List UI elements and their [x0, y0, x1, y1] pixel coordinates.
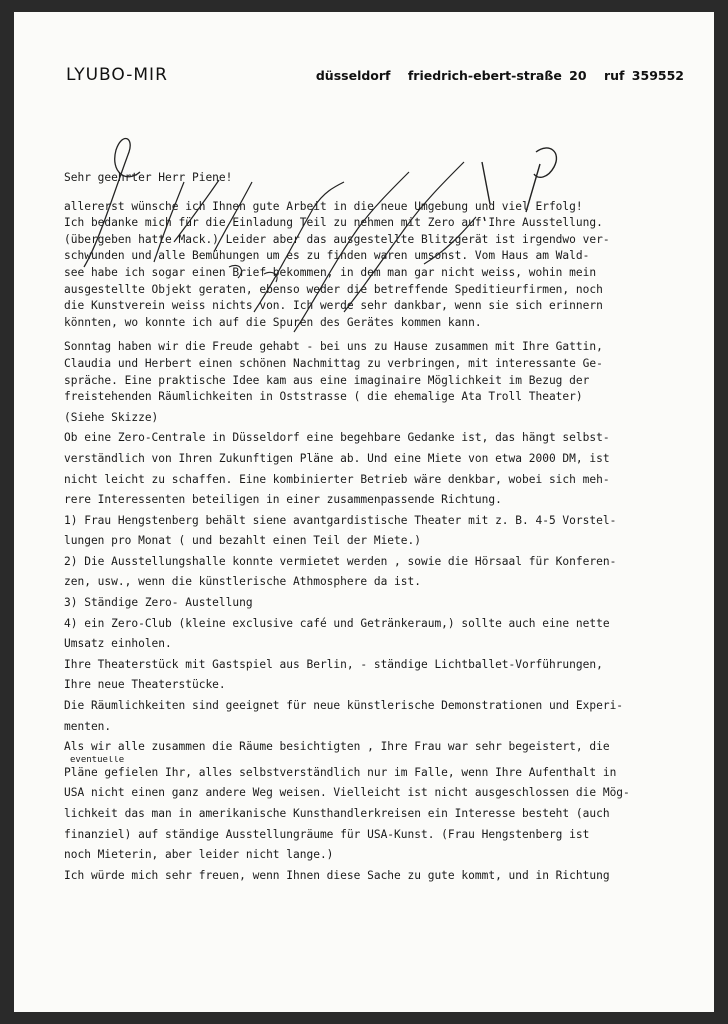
letter-line: 4) ein Zero-Club (kleine exclusive café und Getränkeraum,) sollte auch eine nette — [64, 616, 610, 630]
letter-line: schwunden und alle Bemühungen um es zu finden waren umsonst. Vom Haus am Wald- — [64, 249, 590, 263]
letter-line: 1) Frau Hengstenberg behält siene avantgardistische Theater mit z. B. 4-5 Vorstel- — [64, 513, 617, 527]
letter-line: (Siehe Skizze) — [64, 410, 159, 424]
letter-line: zen, usw., wenn die künstlerische Athmosphere da ist. — [64, 575, 421, 589]
letter-line: menten. — [64, 719, 112, 733]
letter-line: Ich bedanke mich für die Einladung Teil zu nehmen mit Zero auf Ihre Ausstellung. — [64, 216, 603, 230]
letter-line: spräche. Eine praktische Idee kam aus eine imaginaire Möglichkeit im Bezug der — [64, 373, 590, 387]
letter-line: Pläne gefielen Ihr, alles selbstverständlich nur im Falle, wenn Ihre Aufenthalt in — [64, 765, 617, 779]
letter-line: allererst wünsche ich Ihnen gute Arbeit in die neue Umgebung und viel Erfolg! — [64, 199, 583, 213]
address-line — [306, 68, 684, 83]
letter-line: Ihre Theaterstück mit Gastspiel aus Berlin, - ständige Lichtballet-Vorführungen, — [64, 657, 603, 671]
salutation: Sehr geehrter Herr Piene! — [64, 171, 233, 184]
letter-line: verständlich von Ihren Zukunftigen Pläne ab. Und eine Miete von etwa 2000 DM, ist — [64, 451, 610, 465]
letter-line: könnten, wo konnte ich auf die Spuren des Gerätes kommen kann. — [64, 315, 482, 329]
letterhead — [66, 65, 684, 85]
brand-name: LYUBO-MIR — [66, 65, 168, 85]
letter-line: Die Räumlichkeiten sind geeignet für neue künstlerische Demonstrationen und Experi- — [64, 699, 624, 713]
letter-line: Ich würde mich sehr freuen, wenn Ihnen diese Sache zu gute kommt, und in Richtung — [64, 868, 610, 882]
letter-line: nicht leicht zu schaffen. Eine kombinierter Betrieb wäre denkbar, wobei sich meh- — [64, 472, 610, 486]
letter-line: Ihre neue Theaterstücke. — [64, 678, 226, 692]
letter-line: USA nicht einen ganz andere Weg weisen. Vielleicht ist nicht ausgeschlossen die Mög- — [64, 786, 630, 800]
address-phone: ruf 359552 — [603, 68, 684, 83]
letter-line: see habe ich sogar einen Brief bekommen, in dem man gar nicht weiss, wohin mein — [64, 265, 597, 279]
letter-line: 3) Ständige Zero- Austellung — [64, 596, 253, 610]
letter-line: lichkeit das man in amerikanische Kunsthandlerkreisen ein Interesse besteht (auch — [64, 807, 610, 820]
letter-line: 2) Die Ausstellungshalle konnte vermietet werden , sowie die Hörsaal für Konferen- — [64, 554, 617, 568]
letter-line: lungen pro Monat ( und bezahlt einen Teil der Miete.) — [64, 534, 421, 548]
letter-line: finanziel) auf ständige Ausstellungräume für USA-Kunst. (Frau Hengstenberg ist — [64, 827, 590, 841]
letter-line: Claudia und Herbert einen schönen Nachmittag zu verbringen, mit interessante Ge- — [64, 356, 603, 370]
letter-line: Ob eine Zero-Centrale in Düsseldorf eine begehbare Gedanke ist, das hängt selbst- — [64, 431, 610, 445]
letter-line: ausgestellte Objekt geraten, ebenso weder die betreffende Speditieurfirmen, noch — [64, 282, 603, 296]
letter-line: die Kunstverein weiss nichts von. Ich werde sehr dankbar, wenn sie sich erinnern — [64, 299, 603, 313]
letter-body — [64, 170, 704, 884]
inserted-word: eventuelle — [70, 755, 125, 765]
letter-line: noch Mieterin, aber leider nicht lange.) — [64, 848, 334, 862]
letter-line: Umsatz einholen. — [64, 637, 172, 651]
letter-page — [14, 12, 714, 1012]
letter-line: rere Interessenten beteiligen in einer zusammenpassende Richtung. — [64, 493, 502, 507]
letter-line: (übergeben hatte Mack.) Leider aber das ausgestellte Blitzgerät ist irgendwo ver- — [64, 232, 610, 246]
letter-line: freistehenden Räumlichkeiten in Oststrasse ( die ehemalige Ata Troll Theater) — [64, 390, 583, 404]
address-city: düsseldorf — [315, 68, 391, 83]
letter-line: Als wir alle zusammen die Räume besichtigten , Ihre Frau war sehr begeistert, die — [64, 740, 610, 754]
address-street: friedrich-ebert-straße 20 — [407, 68, 587, 83]
letter-line: Sonntag haben wir die Freude gehabt - bei uns zu Hause zusammen mit Ihre Gattin, — [64, 340, 603, 354]
